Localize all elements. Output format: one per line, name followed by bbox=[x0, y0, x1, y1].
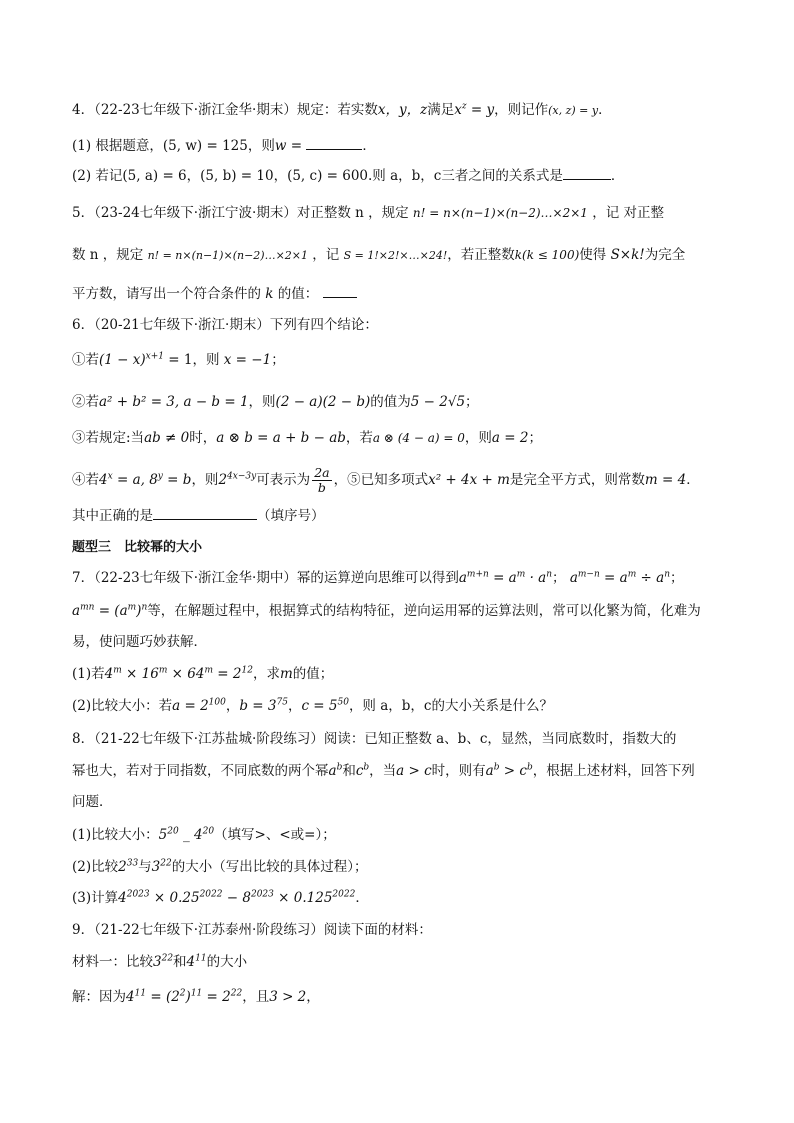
p7-q2-a: (2)比较大小：若 bbox=[72, 698, 173, 714]
p8-q1-a: (1)比较大小： bbox=[72, 827, 159, 843]
problem-7-q2 bbox=[72, 696, 732, 716]
problem-7-line2 bbox=[72, 601, 732, 621]
p7-q1-g: m bbox=[279, 666, 293, 682]
p8-l2-e: ，当 bbox=[369, 763, 397, 779]
p6-s2-f: ； bbox=[465, 394, 479, 410]
p5-l2-d: 使得 bbox=[579, 247, 611, 263]
p7-l1-bexp: m+n bbox=[466, 569, 489, 580]
p6-s4-lead: ④若 bbox=[72, 472, 99, 488]
problem-6-answer bbox=[72, 505, 732, 526]
problem-7-line1 bbox=[72, 568, 732, 588]
p8-q1-d: （填写>、<或=）； bbox=[214, 827, 336, 843]
p9-l3-eexp: 22 bbox=[230, 988, 243, 999]
p7-l1-e: ； bbox=[552, 570, 570, 586]
p7-l1-i: ； bbox=[670, 570, 684, 586]
p8-q1-cexp: 20 bbox=[202, 826, 215, 837]
p6-s4-k: m = 4 bbox=[644, 472, 687, 488]
p8-q3-f: ． bbox=[355, 890, 369, 906]
p5-l2-S: S = 1!×2!×…×24! bbox=[343, 249, 448, 262]
p7-q1-b: 4 bbox=[104, 666, 114, 682]
p7-l1-text: 7．（22-23七年级下·浙江金华·期中）幂的运算逆向思维可以得到 bbox=[72, 570, 459, 586]
p8-l2-h: a bbox=[485, 763, 494, 779]
problem-7-q1 bbox=[72, 664, 732, 684]
problem-4-q1 bbox=[72, 135, 732, 156]
p7-q1-d: × 64 bbox=[167, 666, 205, 682]
p7-q1-a: (1)若 bbox=[72, 666, 105, 682]
problem-6-header: 6．（20-21七年级下·浙江·期末）下列有四个结论： bbox=[72, 317, 378, 333]
problem-8-line2 bbox=[72, 761, 732, 781]
p8-l2-j: ，根据上述材料，回答下列 bbox=[532, 763, 695, 779]
p8-l2-d: c bbox=[355, 763, 364, 779]
p7-q1-e: = 2 bbox=[213, 666, 242, 682]
p8-l2-f: a > c bbox=[396, 763, 432, 779]
p7-l1-gexp: m bbox=[627, 569, 637, 580]
p4-notation: (x, z) = y bbox=[548, 104, 599, 117]
p4-q2-tail: ． bbox=[610, 168, 625, 184]
p7-q2-g: ，则 a，b，c的大小关系是什么？ bbox=[348, 698, 553, 714]
p9-l3-e: = 2 bbox=[202, 989, 231, 1005]
problem-6-s3 bbox=[72, 428, 732, 448]
p4-q1-answer-blank[interactable] bbox=[306, 135, 362, 150]
p8-q3-dexp: 2023 bbox=[250, 889, 274, 900]
p8-q3-bexp: 2023 bbox=[126, 889, 150, 900]
p6-s4-c: = a, 8 bbox=[112, 472, 158, 488]
p4-q2-text: (2) 若记(5, a) = 6，(5, b) = 10，(5, c) = 600.则 a，b，c三者之间的关系式是 bbox=[72, 168, 563, 184]
p5-l2-mid: ，记 bbox=[308, 247, 344, 263]
p6-s3-h: a = 2 bbox=[491, 430, 529, 446]
p6-s3-b: ab ≠ 0 bbox=[144, 430, 190, 446]
p9-l3-d: ) bbox=[185, 989, 191, 1005]
p7-q2-b: a = 2 bbox=[172, 698, 209, 714]
problem-7-line3: 易，使问题巧妙获解． bbox=[72, 634, 207, 650]
p8-q2-d: 3 bbox=[151, 859, 161, 875]
p7-l2-bexp: m bbox=[127, 602, 137, 613]
p8-l2-b: a bbox=[328, 763, 337, 779]
p8-q3-eexp: 2022 bbox=[332, 889, 356, 900]
p4-vars: x，y，z bbox=[377, 102, 428, 118]
p6-s4-num: 2a bbox=[314, 465, 330, 480]
problem-5-line3 bbox=[72, 283, 732, 304]
p6-ans-lead: 其中正确的是 bbox=[72, 508, 153, 524]
p7-l1-cexp: m bbox=[516, 569, 526, 580]
p5-l2-text: 数 n ，规定 bbox=[72, 247, 148, 263]
p8-l2-bexp: b bbox=[336, 762, 343, 773]
p6-s2-e: 5 − 2√5 bbox=[410, 394, 466, 410]
p6-s2-c: (2 − a)(2 − b) bbox=[275, 394, 371, 410]
p6-s3-g: ，则 bbox=[464, 430, 492, 446]
p8-q2-a: (2)比较 bbox=[72, 859, 119, 875]
p9-l3-bexp: 11 bbox=[134, 988, 147, 999]
p6-s1-lead: ①若 bbox=[72, 352, 99, 368]
p9-l2-e: 的大小 bbox=[206, 954, 248, 970]
p6-s1-b: = 1，则 bbox=[163, 352, 224, 368]
p8-q2-b: 2 bbox=[118, 859, 127, 875]
p7-q1-h: 的值； bbox=[292, 666, 334, 682]
p7-q1-c: × 16 bbox=[121, 666, 159, 682]
p7-l2-cexp: n bbox=[141, 602, 148, 613]
p8-q3-b: 4 bbox=[118, 890, 127, 906]
p9-l3-cexp: 2 bbox=[179, 988, 186, 999]
p6-s4-l: ． bbox=[686, 472, 700, 488]
p8-q2-bexp: 33 bbox=[126, 858, 139, 869]
p7-l2-c: ) bbox=[136, 603, 142, 619]
p4-q1-eq: = bbox=[286, 138, 307, 154]
p8-q3-e: × 0.125 bbox=[273, 890, 333, 906]
p5-l1-tail: ，记 对正整 bbox=[587, 205, 665, 221]
p9-l3-b: 4 bbox=[126, 989, 135, 1005]
p5-l1-expr: n! = n×(n−1)×(n−2)…×2×1 bbox=[412, 206, 588, 220]
problem-6-s2 bbox=[72, 392, 732, 412]
p4-q1-tail: ． bbox=[362, 138, 376, 154]
p7-q1-cexp: m bbox=[158, 665, 168, 676]
p7-l1-g: = a bbox=[599, 570, 628, 586]
p6-s3-c: 时， bbox=[189, 430, 217, 446]
p7-l1-f: a bbox=[569, 570, 578, 586]
p6-s4-j: 是完全平方式，则常数 bbox=[509, 472, 645, 488]
p6-s4-fexp: 4x−3y bbox=[227, 471, 257, 482]
p9-l2-a: 材料一：比较 bbox=[72, 954, 153, 970]
p8-l2-iexp: b bbox=[526, 762, 533, 773]
p7-q2-f: c = 5 bbox=[301, 698, 338, 714]
p8-l2-g: 时，则有 bbox=[431, 763, 486, 779]
problem-8-q3 bbox=[72, 888, 732, 908]
p7-q2-bexp: 100 bbox=[208, 697, 226, 708]
p7-l2-aexp: mn bbox=[80, 602, 95, 613]
problem-6-s4 bbox=[72, 466, 732, 495]
p6-s4-g: 可表示为 bbox=[256, 472, 311, 488]
p6-s4-bexp: x bbox=[107, 471, 113, 482]
p9-l2-d: 4 bbox=[186, 954, 196, 970]
p7-q2-e: ， bbox=[287, 698, 302, 714]
p6-s1-c: x = −1 bbox=[223, 352, 272, 368]
p4-end: ． bbox=[598, 102, 612, 118]
p8-q1-bexp: 20 bbox=[167, 826, 179, 837]
p7-l1-fexp: m−n bbox=[577, 569, 600, 580]
problem-4-q2 bbox=[72, 165, 732, 186]
problem-8-q2 bbox=[72, 857, 732, 877]
p7-l2-a: a bbox=[72, 603, 81, 619]
p6-s4-den: b bbox=[317, 480, 326, 495]
p8-q3-cexp: 2022 bbox=[199, 889, 223, 900]
p9-l2-bexp: 22 bbox=[161, 953, 174, 964]
p6-s4-i: x² + 4x + m bbox=[428, 472, 510, 488]
p7-q1-dexp: m bbox=[204, 665, 214, 676]
p4-cond-exp: z bbox=[461, 101, 467, 112]
p5-l3-tail: 的值： bbox=[273, 286, 323, 302]
p6-ans-tail: （填序号） bbox=[257, 508, 325, 524]
p4-then-lead: ，则记作 bbox=[494, 102, 549, 118]
p5-l3-k: k bbox=[265, 286, 274, 302]
p7-l1-d: · a bbox=[525, 570, 547, 586]
p4-q1-text: (1) 根据题意，(5, w) = 125，则 bbox=[72, 138, 275, 154]
p8-q2-dexp: 22 bbox=[160, 858, 172, 869]
p9-l3-a: 解：因为 bbox=[72, 989, 126, 1005]
p5-l2-expr: n! = n×(n−1)×(n−2)…×2×1 bbox=[147, 249, 309, 262]
p9-l3-h: ， bbox=[306, 989, 320, 1005]
p8-l2-hexp: b bbox=[493, 762, 500, 773]
p5-l1-text: 5．（23-24七年级下·浙江宁波·期末）对正整数 n ，规定 bbox=[72, 205, 413, 221]
p7-l2-b: = (a bbox=[94, 603, 128, 619]
p9-l3-f: ，且 bbox=[242, 989, 270, 1005]
p8-q1-c: _ 4 bbox=[178, 827, 203, 843]
p8-q2-e: 的大小（写出比较的具体过程）； bbox=[171, 859, 368, 875]
p6-s2-b: ，则 bbox=[248, 394, 276, 410]
problem-9-line2 bbox=[72, 952, 732, 972]
p9-l2-c: 和 bbox=[173, 954, 187, 970]
p6-s2-lead: ②若 bbox=[72, 394, 99, 410]
p4-cond-lead: 满足 bbox=[427, 102, 455, 118]
p6-s3-i: ； bbox=[528, 430, 542, 446]
p6-s3-lead: ③若规定:当 bbox=[72, 430, 145, 446]
p5-l2-c: ，若正整数 bbox=[447, 247, 515, 263]
p6-s4-h: ，⑤已知多项式 bbox=[333, 472, 429, 488]
p7-q2-dexp: 75 bbox=[276, 697, 288, 708]
p4-cond-base: x bbox=[454, 102, 462, 118]
p6-s4-f: 2 bbox=[218, 472, 228, 488]
p4-cond-rhs: = y bbox=[466, 102, 495, 118]
p7-q1-f: ，求 bbox=[252, 666, 280, 682]
p7-l1-b: a bbox=[458, 570, 467, 586]
p8-q1-b: 5 bbox=[158, 827, 168, 843]
p6-s4-b: 4 bbox=[99, 472, 108, 488]
p5-l2-k: k(k ≤ 100) bbox=[514, 248, 580, 262]
problem-8-line3: 问题． bbox=[72, 794, 113, 810]
p6-s1-expr: (1 − x) bbox=[99, 352, 146, 368]
p8-l2-c: 和 bbox=[342, 763, 356, 779]
p8-l2-a: 幂也大，若对于同指数，不同底数的两个幂 bbox=[72, 763, 329, 779]
p8-q3-d: − 8 bbox=[222, 890, 251, 906]
p8-q3-c: × 0.25 bbox=[149, 890, 200, 906]
p7-l1-h: ÷ a bbox=[636, 570, 665, 586]
problem-5-line2 bbox=[72, 245, 732, 266]
p5-l3-text: 平方数，请写出一个符合条件的 bbox=[72, 286, 266, 302]
p6-s2-expr: a² + b² = 3, a − b = 1 bbox=[99, 394, 249, 410]
p6-s4-cexp: y bbox=[157, 471, 163, 482]
problem-5-line1 bbox=[72, 203, 732, 223]
p6-s3-e: ，若 bbox=[345, 430, 373, 446]
p5-l2-Sk: S×k! bbox=[610, 247, 645, 263]
p7-l2-text: 等，在解题过程中，根据算式的结构特征，逆向运用幂的运算法则，常可以化繁为简，化难为 bbox=[147, 603, 701, 619]
p6-s4-fraction bbox=[312, 466, 331, 495]
p8-q2-c: 与 bbox=[138, 859, 152, 875]
p9-l2-dexp: 11 bbox=[195, 953, 207, 964]
p4-q2-answer-blank[interactable] bbox=[563, 165, 611, 180]
p9-l3-g: 3 > 2 bbox=[269, 989, 307, 1005]
p6-answer-blank[interactable] bbox=[153, 505, 257, 520]
p6-s1-exp: x+1 bbox=[145, 351, 164, 362]
problem-8-q1 bbox=[72, 825, 732, 845]
p4-header: 4．（22-23七年级下·浙江金华·期末）规定：若实数 bbox=[72, 102, 378, 118]
p7-l1-dexp: n bbox=[546, 569, 553, 580]
section-title: 题型三 比较幂的大小 bbox=[72, 540, 203, 555]
p9-l2-b: 3 bbox=[153, 954, 162, 970]
p8-l2-dexp: b bbox=[363, 762, 370, 773]
p7-q2-fexp: 50 bbox=[337, 697, 349, 708]
p4-q1-var: w bbox=[274, 138, 287, 154]
problem-9-line1: 9．（21-22七年级下·江苏泰州·阶段练习）阅读下面的材料： bbox=[72, 922, 432, 938]
p9-l3-c: = (2 bbox=[146, 989, 180, 1005]
p6-s3-d: a ⊗ b = a + b − ab bbox=[216, 430, 346, 446]
p7-q2-c: ， bbox=[225, 698, 240, 714]
problem-4-statement bbox=[72, 100, 732, 121]
p8-q3-a: (3)计算 bbox=[72, 890, 119, 906]
p8-l2-i: > c bbox=[499, 763, 527, 779]
problem-9-line3 bbox=[72, 987, 732, 1007]
p7-l1-c: = a bbox=[488, 570, 517, 586]
p6-s4-e: ，则 bbox=[191, 472, 219, 488]
p6-s1-d: ； bbox=[271, 352, 285, 368]
p7-q1-bexp: m bbox=[113, 665, 122, 676]
p6-s2-d: 的值为 bbox=[370, 394, 411, 410]
problem-8-line1: 8．（21-22七年级下·江苏盐城·阶段练习）阅读：已知正整数 a、b、c，显然，当同底数时，指数大的 bbox=[72, 731, 677, 747]
p6-s4-d: = b bbox=[162, 472, 192, 488]
p7-q2-d: b = 3 bbox=[239, 698, 277, 714]
p9-l3-dexp: 11 bbox=[190, 988, 203, 999]
p5-l2-e: 为完全 bbox=[644, 247, 686, 263]
p6-s3-f: a ⊗ (4 − a) = 0 bbox=[372, 431, 465, 445]
p7-l1-hexp: n bbox=[664, 569, 670, 580]
p7-q1-eexp: 12 bbox=[241, 665, 253, 676]
p5-answer-blank[interactable] bbox=[323, 283, 357, 298]
problem-6-s1 bbox=[72, 350, 732, 370]
